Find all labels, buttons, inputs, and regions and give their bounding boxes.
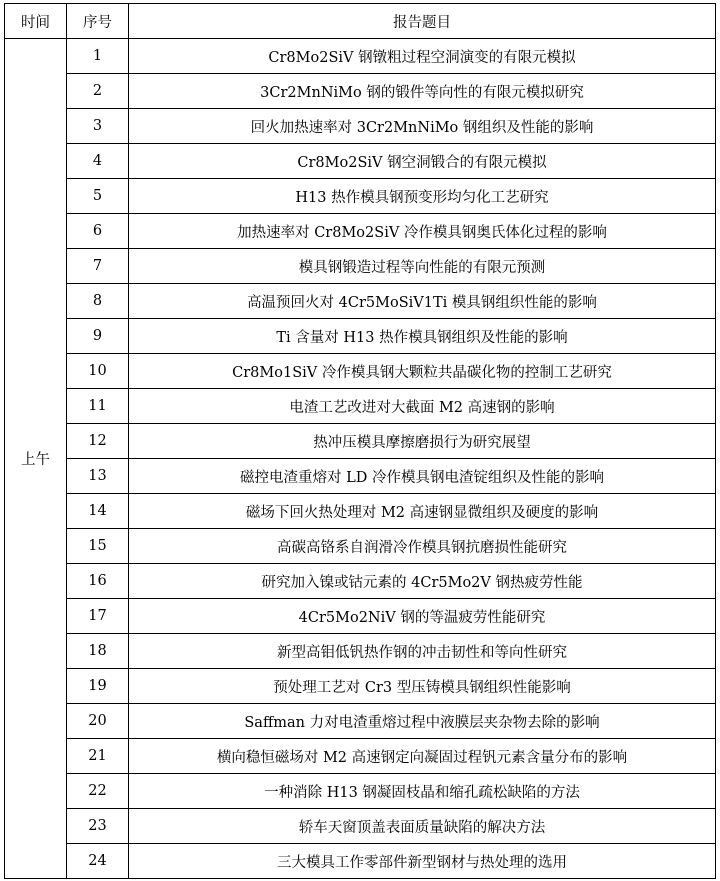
table-row (5, 214, 716, 249)
row-title: 预处理工艺对 Cr3 型压铸模具钢组织性能影响 (129, 669, 716, 704)
table-row (5, 354, 716, 389)
header-title: 报告题目 (129, 4, 716, 39)
row-number: 13 (67, 459, 129, 494)
row-title: 高碳高铬系自润滑冷作模具钢抗磨损性能研究 (129, 529, 716, 564)
row-title: Cr8Mo2SiV 钢镦粗过程空洞演变的有限元模拟 (129, 39, 716, 74)
row-title: 三大模具工作零部件新型钢材与热处理的选用 (129, 844, 716, 879)
row-number: 22 (67, 774, 129, 809)
row-title: 高温预回火对 4Cr5MoSiV1Ti 模具钢组织性能的影响 (129, 284, 716, 319)
table-row (5, 249, 716, 284)
header-time: 时间 (5, 4, 67, 39)
table-row (5, 389, 716, 424)
row-number: 19 (67, 669, 129, 704)
row-title: 研究加入镍或钴元素的 4Cr5Mo2V 钢热疲劳性能 (129, 564, 716, 599)
table-row (5, 599, 716, 634)
table-row (5, 494, 716, 529)
table-row (5, 74, 716, 109)
row-title: 3Cr2MnNiMo 钢的锻件等向性的有限元模拟研究 (129, 74, 716, 109)
row-number: 7 (67, 249, 129, 284)
header-number: 序号 (67, 4, 129, 39)
row-number: 11 (67, 389, 129, 424)
table-row (5, 39, 716, 74)
row-number: 16 (67, 564, 129, 599)
table-row (5, 319, 716, 354)
table-row (5, 564, 716, 599)
row-number: 3 (67, 109, 129, 144)
table-row (5, 459, 716, 494)
row-number: 24 (67, 844, 129, 879)
row-number: 2 (67, 74, 129, 109)
table-row (5, 284, 716, 319)
row-title: 加热速率对 Cr8Mo2SiV 冷作模具钢奥氏体化过程的影响 (129, 214, 716, 249)
table-row (5, 704, 716, 739)
row-title: 新型高钼低钒热作钢的冲击韧性和等向性研究 (129, 634, 716, 669)
row-title: 轿车天窗顶盖表面质量缺陷的解决方法 (129, 809, 716, 844)
row-number: 1 (67, 39, 129, 74)
row-title: Ti 含量对 H13 热作模具钢组织及性能的影响 (129, 319, 716, 354)
report-schedule-table (4, 3, 716, 879)
row-title: 磁场下回火热处理对 M2 高速钢显微组织及硬度的影响 (129, 494, 716, 529)
schedule-body (5, 39, 716, 879)
row-title: 电渣工艺改进对大截面 M2 高速钢的影响 (129, 389, 716, 424)
row-number: 6 (67, 214, 129, 249)
table-row (5, 109, 716, 144)
row-number: 4 (67, 144, 129, 179)
row-number: 5 (67, 179, 129, 214)
row-number: 23 (67, 809, 129, 844)
table-row (5, 634, 716, 669)
table-row (5, 809, 716, 844)
row-title: 横向稳恒磁场对 M2 高速钢定向凝固过程钒元素含量分布的影响 (129, 739, 716, 774)
table-row (5, 739, 716, 774)
row-title: Cr8Mo2SiV 钢空洞锻合的有限元模拟 (129, 144, 716, 179)
header-row (5, 4, 716, 39)
row-number: 18 (67, 634, 129, 669)
row-title: H13 热作模具钢预变形均匀化工艺研究 (129, 179, 716, 214)
row-title: 热冲压模具摩擦磨损行为研究展望 (129, 424, 716, 459)
table-row (5, 144, 716, 179)
row-title: 模具钢锻造过程等向性能的有限元预测 (129, 249, 716, 284)
row-number: 15 (67, 529, 129, 564)
row-number: 8 (67, 284, 129, 319)
row-number: 21 (67, 739, 129, 774)
row-title: 4Cr5Mo2NiV 钢的等温疲劳性能研究 (129, 599, 716, 634)
session-cell: 上午 (5, 39, 67, 879)
row-number: 17 (67, 599, 129, 634)
row-number: 20 (67, 704, 129, 739)
row-title: Saffman 力对电渣重熔过程中液膜层夹杂物去除的影响 (129, 704, 716, 739)
row-number: 10 (67, 354, 129, 389)
table-row (5, 774, 716, 809)
table-row (5, 424, 716, 459)
table-row (5, 529, 716, 564)
row-title: 磁控电渣重熔对 LD 冷作模具钢电渣锭组织及性能的影响 (129, 459, 716, 494)
row-number: 12 (67, 424, 129, 459)
table-row (5, 844, 716, 879)
row-title: 回火加热速率对 3Cr2MnNiMo 钢组织及性能的影响 (129, 109, 716, 144)
row-title: Cr8Mo1SiV 冷作模具钢大颗粒共晶碳化物的控制工艺研究 (129, 354, 716, 389)
table-row (5, 669, 716, 704)
row-number: 14 (67, 494, 129, 529)
row-title: 一种消除 H13 钢凝固枝晶和缩孔疏松缺陷的方法 (129, 774, 716, 809)
row-number: 9 (67, 319, 129, 354)
table-row (5, 179, 716, 214)
